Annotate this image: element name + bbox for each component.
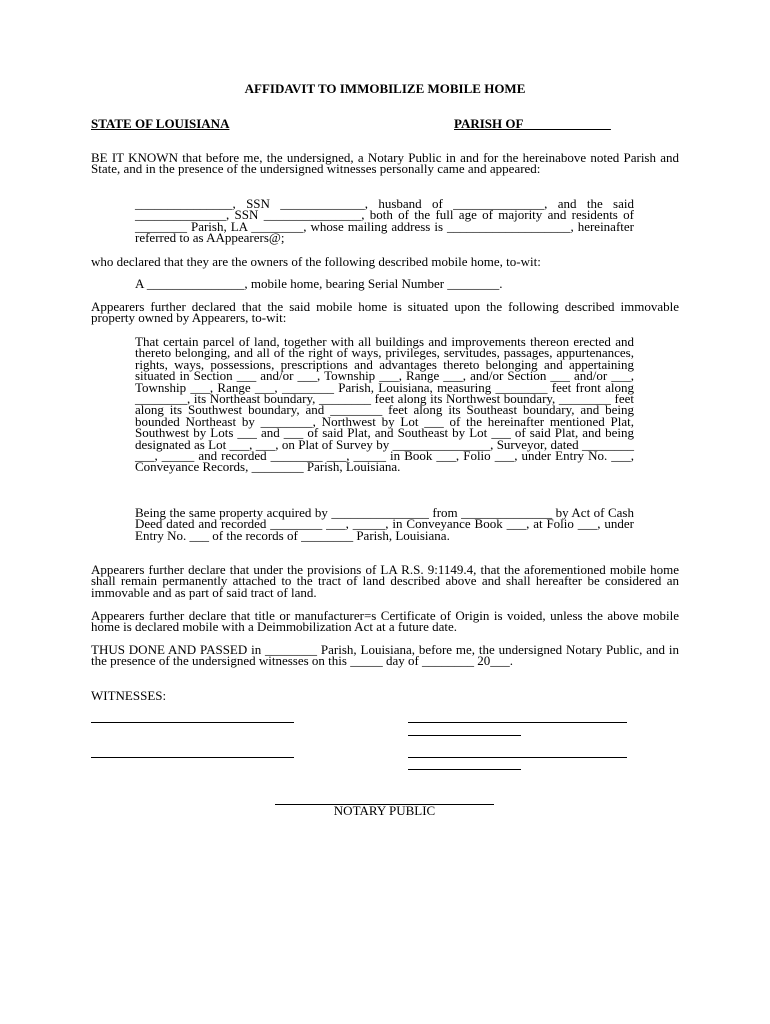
witness-signature-line-2 [408,722,627,723]
provisions-paragraph: Appearers further declare that under the provisions of LA R.S. 9:1149.4, that the aforementioned mobile home shall remain permanently attached to the tract of land described above and shall hereafter be considered an immovable and as part of said tract of land. [91,562,679,600]
witness-signature-line-1 [91,722,294,723]
witness-name-line-4 [408,769,521,770]
notary-public-label: NOTARY PUBLIC [333,803,436,818]
land-description-paragraph: That certain parcel of land, together with all buildings and improvements thereon erected and thereto belonging, and all of the right of ways, privileges, servitudes, passages, appurtenances, rights, ways, possessions, prescriptions and advantages thereto belonging and appertaining situated in Section ___ and/or ___, Township ___, Range ___, and/or Section ___ and/or ___, Township ___, Range ___, ________ Parish, Louisiana, measuring ________ feet front along ________, its Northeast boundary, ________ feet along its Northwest boundary, ________ feet along its Southwest boundary, and ________ feet along its Southeast boundary, and being bounded Northeast by ________, Northwest by Lot ___ of the hereinafter mentioned Plat, Southwest by Lots ___ and ___ of said Plat, and Southeast by Lot ___ of said Plat, and being designated as Lot ___, ___, on Plat of Survey by _______________, Surveyor, dated ________ ___, _____ and recorded ________ ___, _____ in Book ___, Folio ___, under Entry No. ___, Conveyance Records, ________ Parish, Louisiana. [135,334,634,475]
witnesses-label: WITNESSES: [91,688,167,703]
acquired-paragraph: Being the same property acquired by _______________ from ______________ by Act of Cash Deed dated and recorded ________ ___, _____, in Conveyance Book ___, at Folio ___, under Entry No. ___ of the records of ________ Parish, Louisiana. [135,505,634,543]
mobile-home-line: A _______________, mobile home, bearing Serial Number ________. [135,276,503,291]
declared-paragraph: who declared that they are the owners of the following described mobile home, to-wit: [91,254,541,269]
witness-signature-line-3 [91,757,294,758]
document-title: AFFIDAVIT TO IMMOBILIZE MOBILE HOME [244,81,526,96]
intro-paragraph: BE IT KNOWN that before me, the undersigned, a Notary Public in and for the hereinabove noted Parish and State, and in the presence of the undersigned witnesses personally came and appeared: [91,150,679,177]
state-label: STATE OF LOUISIANA [91,116,230,131]
done-passed-paragraph: THUS DONE AND PASSED in ________ Parish, Louisiana, before me, the undersigned Notary Public, and in the presence of the undersigned witnesses on this _____ day of ________ 20___. [91,642,679,669]
parish-label: PARISH OF _____________ [454,116,611,131]
situated-paragraph: Appearers further declared that the said mobile home is situated upon the following described immovable property owned by Appearers, to-wit: [91,299,679,326]
certificate-paragraph: Appearers further declare that title or manufacturer=s Certificate of Origin is voided, unless the above mobile home is declared mobile with a Deimmobilization Act at a future date. [91,608,679,635]
appearers-paragraph: _______________, SSN _____________, husband of ______________, and the said ______________, SSN _______________, both of the full age of majority and residents of ________ Parish, LA ________, whose mailing address is ___________________, hereinafter referred to as AAppearers@; [135,196,634,246]
witness-name-line-2 [408,735,521,736]
witness-signature-line-4 [408,757,627,758]
